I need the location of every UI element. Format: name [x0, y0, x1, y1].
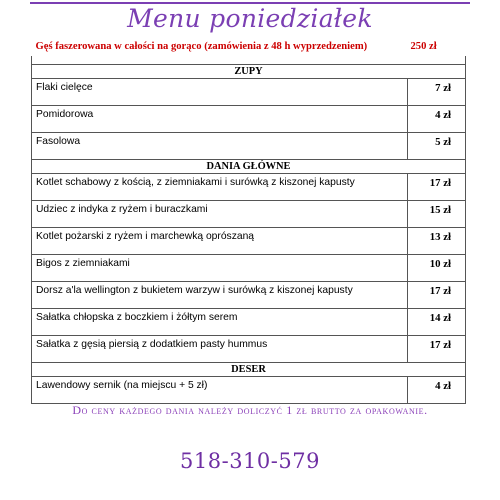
menu-item-name: Sałatka chłopska z boczkiem i żółtym serem [32, 309, 408, 336]
section-header-dessert: DESER [32, 363, 466, 377]
special-offer-price: 250 zł [410, 40, 437, 52]
packaging-note: Do ceny każdego dania należy doliczyć 1 zł brutto za opakowanie. [72, 403, 428, 417]
section-header-mains: DANIA GŁÓWNE [32, 160, 466, 174]
menu-item-price: 4 zł [408, 377, 466, 404]
menu-item-name: Kotlet pożarski z ryżem i marchewką oprószaną [32, 228, 408, 255]
menu-item-row [32, 336, 466, 363]
menu-item-price: 14 zł [408, 309, 466, 336]
table-spacer [32, 56, 466, 65]
menu-item-row [32, 79, 466, 106]
menu-item-row [32, 228, 466, 255]
menu-item-row [32, 133, 466, 160]
menu-item-price: 7 zł [408, 79, 466, 106]
menu-item-row [32, 174, 466, 201]
menu-item-row [32, 255, 466, 282]
menu-item-name: Fasolowa [32, 133, 408, 160]
menu-item-price: 4 zł [408, 106, 466, 133]
menu-item-price: 17 zł [408, 282, 466, 309]
menu-item-row [32, 282, 466, 309]
menu-table [31, 36, 466, 404]
menu-item-row [32, 201, 466, 228]
menu-item-row [32, 106, 466, 133]
menu-item-name: Udziec z indyka z ryżem i buraczkami [32, 201, 408, 228]
menu-item-name: Bigos z ziemniakami [32, 255, 408, 282]
menu-item-name: Dorsz a'la wellington z bukietem warzyw i surówką z kiszonej kapusty [32, 282, 408, 309]
menu-item-price: 17 zł [408, 336, 466, 363]
section-header-soups: ZUPY [32, 65, 466, 79]
menu-item-price: 5 zł [408, 133, 466, 160]
menu-item-name: Pomidorowa [32, 106, 408, 133]
menu-item-name: Sałatka z gęsią piersią z dodatkiem pasty hummus [32, 336, 408, 363]
menu-item-name: Lawendowy sernik (na miejscu + 5 zł) [32, 377, 408, 404]
menu-item-name: Flaki cielęce [32, 79, 408, 106]
menu-item-row [32, 309, 466, 336]
menu-item-row [32, 377, 466, 404]
special-offer-row [32, 36, 466, 56]
special-offer-name: Gęś faszerowana w całości na gorąco (zamówienia z 48 h wyprzedzeniem) [35, 40, 368, 52]
menu-title: Menu poniedziałek [127, 4, 373, 33]
menu-item-price: 15 zł [408, 201, 466, 228]
menu-item-price: 10 zł [408, 255, 466, 282]
menu-item-price: 17 zł [408, 174, 466, 201]
phone-number[interactable]: 518-310-579 [180, 449, 320, 473]
menu-item-name: Kotlet schabowy z kością, z ziemniakami i surówką z kiszonej kapusty [32, 174, 408, 201]
menu-item-price: 13 zł [408, 228, 466, 255]
